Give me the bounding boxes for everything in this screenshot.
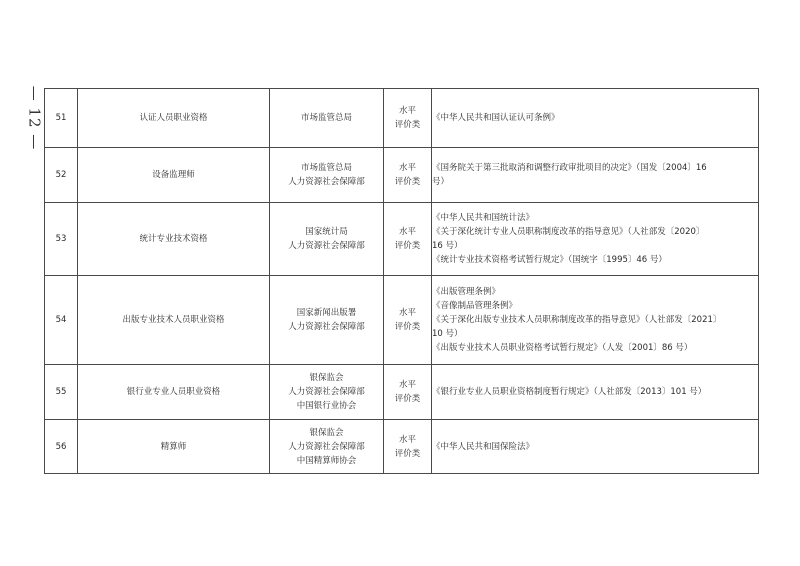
qualification-name: 统计专业技术资格	[78, 203, 270, 276]
table-row	[45, 276, 759, 365]
qualification-name: 精算师	[78, 420, 270, 474]
table-row	[45, 89, 759, 148]
qualification-name: 认证人员职业资格	[78, 89, 270, 148]
qualification-category: 水平 评价类	[384, 203, 432, 276]
implementing-department: 银保监会 人力资源社会保障部 中国精算师协会	[270, 420, 384, 474]
implementing-department: 国家新闻出版署 人力资源社会保障部	[270, 276, 384, 365]
table-row	[45, 365, 759, 420]
implementing-department: 国家统计局 人力资源社会保障部	[270, 203, 384, 276]
qualification-table	[44, 88, 759, 474]
qualification-category: 水平 评价类	[384, 365, 432, 420]
qualification-category: 水平 评价类	[384, 89, 432, 148]
qualification-name: 银行业专业人员职业资格	[78, 365, 270, 420]
row-number: 55	[45, 365, 78, 420]
qualification-category: 水平 评价类	[384, 420, 432, 474]
legal-basis: 《中华人民共和国认证认可条例》	[432, 89, 759, 148]
legal-basis: 《中华人民共和国统计法》 《关于深化统计专业人员职称制度改革的指导意见》（人社部发〔2020〕 16 号） 《统计专业技术资格考试暂行规定》（国统字〔1995〕46 号）	[432, 203, 759, 276]
implementing-department: 市场监管总局 人力资源社会保障部	[270, 148, 384, 203]
row-number: 52	[45, 148, 78, 203]
page-number-text: — 12 —	[25, 85, 43, 151]
row-number: 54	[45, 276, 78, 365]
qualification-category: 水平 评价类	[384, 148, 432, 203]
table-row	[45, 148, 759, 203]
legal-basis: 《出版管理条例》 《音像制品管理条例》 《关于深化出版专业技术人员职称制度改革的指导意见》（人社部发〔2021〕 10 号） 《出版专业技术人员职业资格考试暂行规定》（人发〔2001〕86 号）	[432, 276, 759, 365]
qualification-name: 设备监理师	[78, 148, 270, 203]
legal-basis: 《银行业专业人员职业资格制度暂行规定》（人社部发〔2013〕101 号）	[432, 365, 759, 420]
legal-basis: 《中华人民共和国保险法》	[432, 420, 759, 474]
qualification-category: 水平 评价类	[384, 276, 432, 365]
row-number: 51	[45, 89, 78, 148]
table-row	[45, 420, 759, 474]
qualification-name: 出版专业技术人员职业资格	[78, 276, 270, 365]
implementing-department: 银保监会 人力资源社会保障部 中国银行业协会	[270, 365, 384, 420]
row-number: 53	[45, 203, 78, 276]
legal-basis: 《国务院关于第三批取消和调整行政审批项目的决定》（国发〔2004〕16 号）	[432, 148, 759, 203]
implementing-department: 市场监管总局	[270, 89, 384, 148]
row-number: 56	[45, 420, 78, 474]
table-row	[45, 203, 759, 276]
